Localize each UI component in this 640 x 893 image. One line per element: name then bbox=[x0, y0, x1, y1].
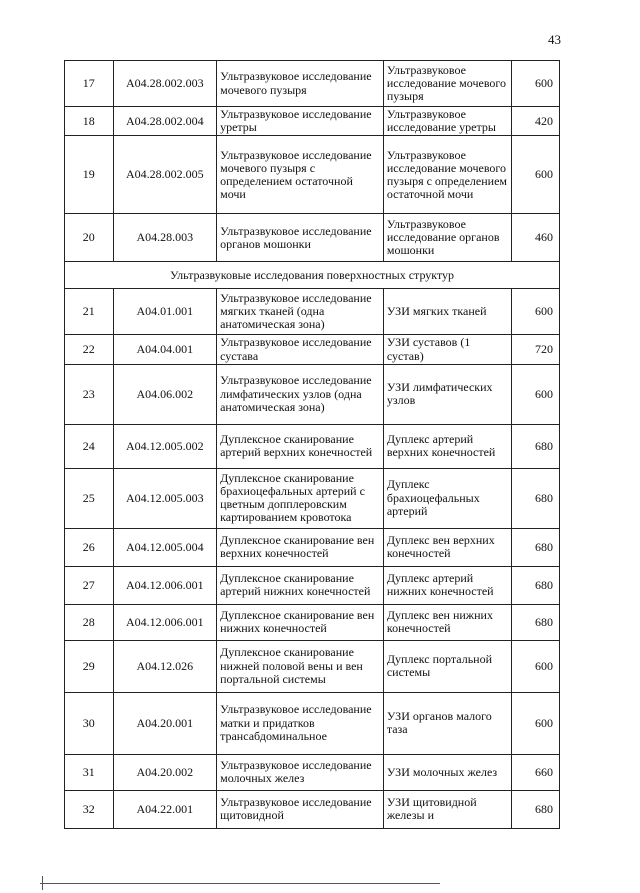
table-row bbox=[65, 754, 560, 790]
service-code-cell: A04.28.002.003 bbox=[113, 61, 216, 107]
service-code-cell: A04.28.002.004 bbox=[113, 107, 216, 136]
short-name-cell: УЗИ органов малого таза bbox=[383, 692, 511, 754]
row-number-cell: 26 bbox=[65, 528, 114, 566]
table-body-lower bbox=[65, 289, 560, 828]
footer-rule bbox=[40, 883, 440, 884]
price-cell: 600 bbox=[511, 61, 559, 107]
row-number-cell: 29 bbox=[65, 640, 114, 692]
price-cell: 680 bbox=[511, 528, 559, 566]
service-name-cell: Ультразвуковое исследование органов мошонки bbox=[217, 214, 384, 262]
service-code-cell: A04.12.026 bbox=[113, 640, 216, 692]
section-body bbox=[65, 262, 560, 289]
table-row bbox=[65, 468, 560, 528]
short-name-cell: Дуплекс брахиоцефальных артерий bbox=[383, 468, 511, 528]
row-number-cell: 20 bbox=[65, 214, 114, 262]
short-name-cell: УЗИ лимфатических узлов bbox=[383, 364, 511, 424]
price-cell: 680 bbox=[511, 566, 559, 604]
service-code-cell: A04.12.005.003 bbox=[113, 468, 216, 528]
service-code-cell: A04.12.005.002 bbox=[113, 424, 216, 468]
price-cell: 600 bbox=[511, 640, 559, 692]
short-name-cell: УЗИ мягких тканей bbox=[383, 289, 511, 335]
service-name-cell: Дуплексное сканирование нижней половой вены и вен портальной системы bbox=[217, 640, 384, 692]
table-row bbox=[65, 640, 560, 692]
service-name-cell: Ультразвуковое исследование сустава bbox=[217, 335, 384, 364]
table-row bbox=[65, 424, 560, 468]
table-row bbox=[65, 136, 560, 214]
row-number-cell: 24 bbox=[65, 424, 114, 468]
row-number-cell: 19 bbox=[65, 136, 114, 214]
service-code-cell: A04.12.006.001 bbox=[113, 604, 216, 640]
table-row bbox=[65, 214, 560, 262]
short-name-cell: Ультразвуковое исследование органов мошонки bbox=[383, 214, 511, 262]
service-code-cell: A04.06.002 bbox=[113, 364, 216, 424]
price-cell: 680 bbox=[511, 604, 559, 640]
service-name-cell: Ультразвуковое исследование мочевого пузыря bbox=[217, 61, 384, 107]
service-name-cell: Дуплексное сканирование вен нижних конечностей bbox=[217, 604, 384, 640]
section-title: Ультразвуковые исследования поверхностных структур bbox=[65, 262, 560, 289]
table-row bbox=[65, 335, 560, 364]
service-name-cell: Ультразвуковое исследование молочных желез bbox=[217, 754, 384, 790]
row-number-cell: 28 bbox=[65, 604, 114, 640]
price-cell: 660 bbox=[511, 754, 559, 790]
service-name-cell: Ультразвуковое исследование щитовидной bbox=[217, 790, 384, 828]
price-cell: 720 bbox=[511, 335, 559, 364]
table-row bbox=[65, 604, 560, 640]
service-code-cell: A04.22.001 bbox=[113, 790, 216, 828]
short-name-cell: УЗИ суставов (1 сустав) bbox=[383, 335, 511, 364]
service-code-cell: A04.01.001 bbox=[113, 289, 216, 335]
price-cell: 680 bbox=[511, 468, 559, 528]
short-name-cell: Ультразвуковое исследование мочевого пузыря с определением остаточной мочи bbox=[383, 136, 511, 214]
row-number-cell: 21 bbox=[65, 289, 114, 335]
row-number-cell: 25 bbox=[65, 468, 114, 528]
row-number-cell: 23 bbox=[65, 364, 114, 424]
table-row bbox=[65, 566, 560, 604]
row-number-cell: 18 bbox=[65, 107, 114, 136]
table-row bbox=[65, 528, 560, 566]
footer-tick-mark bbox=[42, 876, 43, 890]
service-name-cell: Дуплексное сканирование вен верхних конечностей bbox=[217, 528, 384, 566]
short-name-cell: Дуплекс вен верхних конечностей bbox=[383, 528, 511, 566]
price-cell: 680 bbox=[511, 424, 559, 468]
short-name-cell: УЗИ молочных желез bbox=[383, 754, 511, 790]
price-cell: 600 bbox=[511, 692, 559, 754]
service-code-cell: A04.12.006.001 bbox=[113, 566, 216, 604]
row-number-cell: 27 bbox=[65, 566, 114, 604]
service-code-cell: A04.20.001 bbox=[113, 692, 216, 754]
service-code-cell: A04.20.002 bbox=[113, 754, 216, 790]
table-row bbox=[65, 107, 560, 136]
short-name-cell: Ультразвуковое исследование мочевого пузыря bbox=[383, 61, 511, 107]
service-code-cell: A04.28.003 bbox=[113, 214, 216, 262]
service-code-cell: A04.28.002.005 bbox=[113, 136, 216, 214]
short-name-cell: Дуплекс вен нижних конечностей bbox=[383, 604, 511, 640]
service-code-cell: A04.04.001 bbox=[113, 335, 216, 364]
short-name-cell: Дуплекс портальной системы bbox=[383, 640, 511, 692]
price-table bbox=[64, 60, 560, 829]
price-cell: 600 bbox=[511, 289, 559, 335]
service-name-cell: Дуплексное сканирование артерий верхних конечностей bbox=[217, 424, 384, 468]
table-row bbox=[65, 790, 560, 828]
service-name-cell: Ультразвуковое исследование уретры bbox=[217, 107, 384, 136]
short-name-cell: Дуплекс артерий нижних конечностей bbox=[383, 566, 511, 604]
price-cell: 600 bbox=[511, 364, 559, 424]
price-cell: 460 bbox=[511, 214, 559, 262]
table-row bbox=[65, 692, 560, 754]
short-name-cell: УЗИ щитовидной железы и bbox=[383, 790, 511, 828]
page-number: 43 bbox=[548, 32, 561, 47]
service-name-cell: Ультразвуковое исследование лимфатических узлов (одна анатомическая зона) bbox=[217, 364, 384, 424]
service-code-cell: A04.12.005.004 bbox=[113, 528, 216, 566]
service-name-cell: Дуплексное сканирование артерий нижних конечностей bbox=[217, 566, 384, 604]
row-number-cell: 22 bbox=[65, 335, 114, 364]
row-number-cell: 30 bbox=[65, 692, 114, 754]
table-row bbox=[65, 61, 560, 107]
table-body-upper bbox=[65, 61, 560, 262]
service-name-cell: Ультразвуковое исследование мочевого пузыря с определением остаточной мочи bbox=[217, 136, 384, 214]
section-header-row bbox=[65, 262, 560, 289]
short-name-cell: Ультразвуковое исследование уретры bbox=[383, 107, 511, 136]
short-name-cell: Дуплекс артерий верхних конечностей bbox=[383, 424, 511, 468]
table-row bbox=[65, 364, 560, 424]
price-cell: 420 bbox=[511, 107, 559, 136]
service-name-cell: Ультразвуковое исследование матки и придатков трансабдоминальное bbox=[217, 692, 384, 754]
row-number-cell: 17 bbox=[65, 61, 114, 107]
service-name-cell: Дуплексное сканирование брахиоцефальных артерий с цветным допплеровским картированием кровотока bbox=[217, 468, 384, 528]
row-number-cell: 32 bbox=[65, 790, 114, 828]
price-cell: 600 bbox=[511, 136, 559, 214]
table-row bbox=[65, 289, 560, 335]
service-name-cell: Ультразвуковое исследование мягких тканей (одна анатомическая зона) bbox=[217, 289, 384, 335]
price-cell: 680 bbox=[511, 790, 559, 828]
row-number-cell: 31 bbox=[65, 754, 114, 790]
